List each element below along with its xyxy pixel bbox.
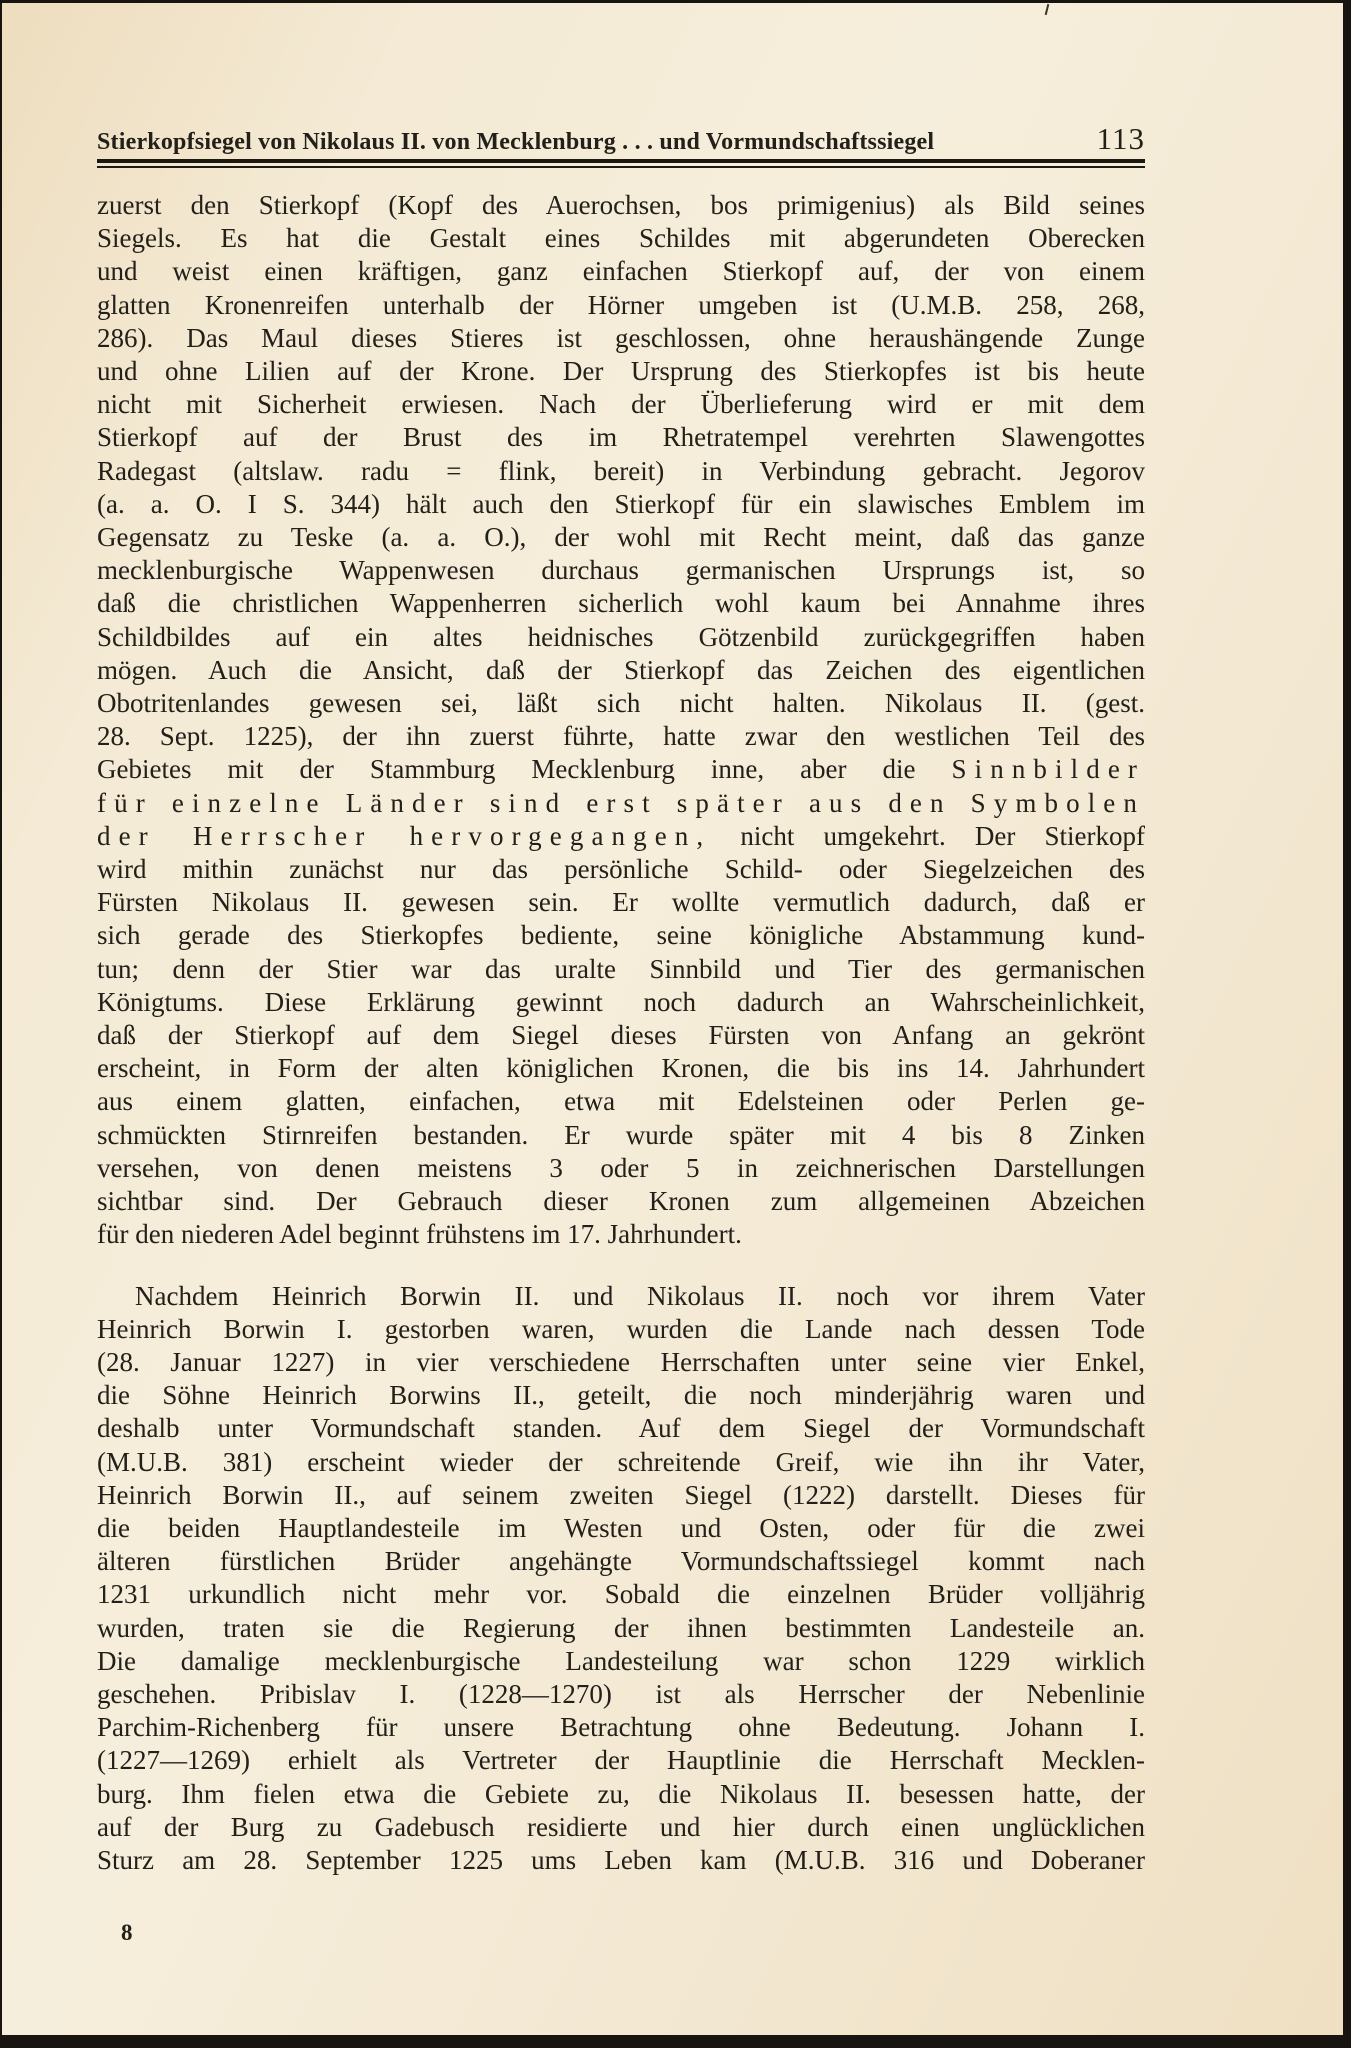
text-segment: nicht umgekehrt. Der Stierkopf — [711, 820, 1145, 851]
text-line: sichtbar sind. Der Gebrauch dieser Kronen zum allgemeinen Abzeichen — [97, 1186, 1145, 1217]
text-line: (M.U.B. 381) erscheint wieder der schreitende Greif, wie ihn ihr Vater, — [97, 1446, 1145, 1477]
text-segment: Gebietes mit der Stammburg Mecklenburg inne, aber die — [97, 754, 952, 785]
text-line: (a. a. O. I S. 344) hält auch den Stierkopf für ein slawisches Emblem im — [97, 488, 1145, 519]
text-line — [97, 787, 1145, 820]
text-line: deshalb unter Vormundschaft standen. Auf dem Siegel der Vormundschaft — [97, 1413, 1145, 1444]
letterspaced-text: für einzelne Länder sind erst später aus den Symbolen — [97, 787, 1145, 818]
text-segment: für den niederen Adel beginnt frühstens im 17. Jahrhundert. — [97, 1219, 742, 1250]
text-line: 286). Das Maul dieses Stieres ist geschlossen, ohne heraushängende Zunge — [97, 322, 1145, 353]
text-line: sich gerade des Stierkopfes bediente, seine königliche Abstammung kund- — [97, 920, 1145, 951]
text-line: Fürsten Nikolaus II. gewesen sein. Er wollte vermutlich dadurch, daß er — [97, 887, 1145, 918]
text-line: zuerst den Stierkopf (Kopf des Auerochsen, bos primigenius) als Bild seines — [97, 190, 1145, 220]
text-line: versehen, von denen meistens 3 oder 5 in zeichnerischen Darstellungen — [97, 1152, 1145, 1183]
scanned-page — [2, 3, 1343, 2035]
signature-mark: 8 — [121, 1920, 133, 1945]
text-line: Radegast (altslaw. radu = flink, bereit) in Verbindung gebracht. Jegorov — [97, 455, 1145, 486]
body-text — [97, 189, 1145, 1877]
running-head-page-number: 113 — [1096, 121, 1145, 156]
text-line: 1231 urkundlich nicht mehr vor. Sobald die einzelnen Brüder volljährig — [97, 1579, 1145, 1610]
text-line — [97, 1218, 1145, 1251]
text-line: die Söhne Heinrich Borwins II., geteilt, die noch minderjährig waren und — [97, 1380, 1145, 1411]
text-line: burg. Ihm fielen etwa die Gebiete zu, die Nikolaus II. besessen hatte, der — [97, 1778, 1145, 1809]
text-line: wurden, traten sie die Regierung der ihnen bestimmten Landesteile an. — [97, 1612, 1145, 1643]
text-line: die beiden Hauptlandesteile im Westen und Osten, oder für die zwei — [97, 1512, 1145, 1543]
text-line: älteren fürstlichen Brüder angehängte Vormundschaftssiegel kommt nach — [97, 1546, 1145, 1577]
text-line: Siegels. Es hat die Gestalt eines Schildes mit abgerundeten Oberecken — [97, 223, 1145, 254]
text-line: nicht mit Sicherheit erwiesen. Nach der Überlieferung wird er mit dem — [97, 389, 1145, 420]
letterspaced-text: Sinnbilder — [951, 754, 1145, 785]
text-line: Stierkopf auf der Brust des im Rhetratempel verehrten Slawengottes — [97, 422, 1145, 453]
text-line: Königtums. Diese Erklärung gewinnt noch dadurch an Wahrscheinlichkeit, — [97, 986, 1145, 1017]
paragraph — [97, 1280, 1145, 1878]
text-line: Sturz am 28. September 1225 ums Leben kam (M.U.B. 316 und Doberaner — [97, 1844, 1145, 1875]
text-line — [97, 753, 1145, 786]
text-line: Gegensatz zu Teske (a. a. O.), der wohl mit Recht meint, daß das ganze — [97, 522, 1145, 553]
text-line: aus einem glatten, einfachen, etwa mit Edelsteinen oder Perlen ge- — [97, 1086, 1145, 1117]
text-line: Obotritenlandes gewesen sei, läßt sich nicht halten. Nikolaus II. (gest. — [97, 688, 1145, 719]
paragraph — [97, 189, 1145, 1252]
text-line: schmückten Stirnreifen bestanden. Er wurde später mit 4 bis 8 Zinken — [97, 1119, 1145, 1150]
text-line: und weist einen kräftigen, ganz einfachen Stierkopf auf, der von einem — [97, 256, 1145, 287]
running-head — [97, 121, 1145, 157]
text-line: wird mithin zunächst nur das persönliche Schild- oder Siegelzeichen des — [97, 854, 1145, 885]
scan-artifact — [1045, 4, 1050, 15]
running-head-title: Stierkopfsiegel von Nikolaus II. von Mecklenburg . . . und Vormundschaftssiegel — [97, 129, 935, 155]
text-line: (28. Januar 1227) in vier verschiedene Herrschaften unter seine vier Enkel, — [97, 1346, 1145, 1377]
text-line: geschehen. Pribislav I. (1228—1270) ist als Herrscher der Nebenlinie — [97, 1678, 1145, 1709]
header-rule — [97, 159, 1145, 168]
text-line: Die damalige mecklenburgische Landesteilung war schon 1229 wirklich — [97, 1645, 1145, 1676]
text-line: tun; denn der Stier war das uralte Sinnbild und Tier des germanischen — [97, 953, 1145, 984]
text-line: mögen. Auch die Ansicht, daß der Stierkopf das Zeichen des eigentlichen — [97, 654, 1145, 685]
text-line: daß der Stierkopf auf dem Siegel dieses Fürsten von Anfang an gekrönt — [97, 1020, 1145, 1051]
text-line: Schildbildes auf ein altes heidnisches Götzenbild zurückgegriffen haben — [97, 621, 1145, 652]
text-line: und ohne Lilien auf der Krone. Der Ursprung des Stierkopfes ist bis heute — [97, 356, 1145, 387]
text-line: 28. Sept. 1225), der ihn zuerst führte, hatte zwar den westlichen Teil des — [97, 721, 1145, 752]
text-line: erscheint, in Form der alten königlichen Kronen, die bis ins 14. Jahrhundert — [97, 1053, 1145, 1084]
text-line — [97, 820, 1145, 853]
text-line: Heinrich Borwin I. gestorben waren, wurden die Lande nach dessen Tode — [97, 1313, 1145, 1344]
text-line: Heinrich Borwin II., auf seinem zweiten Siegel (1222) darstellt. Dieses für — [97, 1479, 1145, 1510]
text-line: glatten Kronenreifen unterhalb der Hörner umgeben ist (U.M.B. 258, 268, — [97, 289, 1145, 320]
text-line: Parchim-Richenberg für unsere Betrachtung ohne Bedeutung. Johann I. — [97, 1712, 1145, 1743]
text-line: Nachdem Heinrich Borwin II. und Nikolaus II. noch vor ihrem Vater — [135, 1280, 1145, 1311]
letterspaced-text: der Herrscher hervorgegangen, — [97, 820, 712, 851]
text-line: mecklenburgische Wappenwesen durchaus germanischen Ursprungs ist, so — [97, 555, 1145, 586]
text-line: auf der Burg zu Gadebusch residierte und hier durch einen unglücklichen — [97, 1811, 1145, 1842]
text-line: daß die christlichen Wappenherren sicherlich wohl kaum bei Annahme ihres — [97, 588, 1145, 619]
text-line: (1227—1269) erhielt als Vertreter der Hauptlinie die Herrschaft Mecklen- — [97, 1745, 1145, 1776]
